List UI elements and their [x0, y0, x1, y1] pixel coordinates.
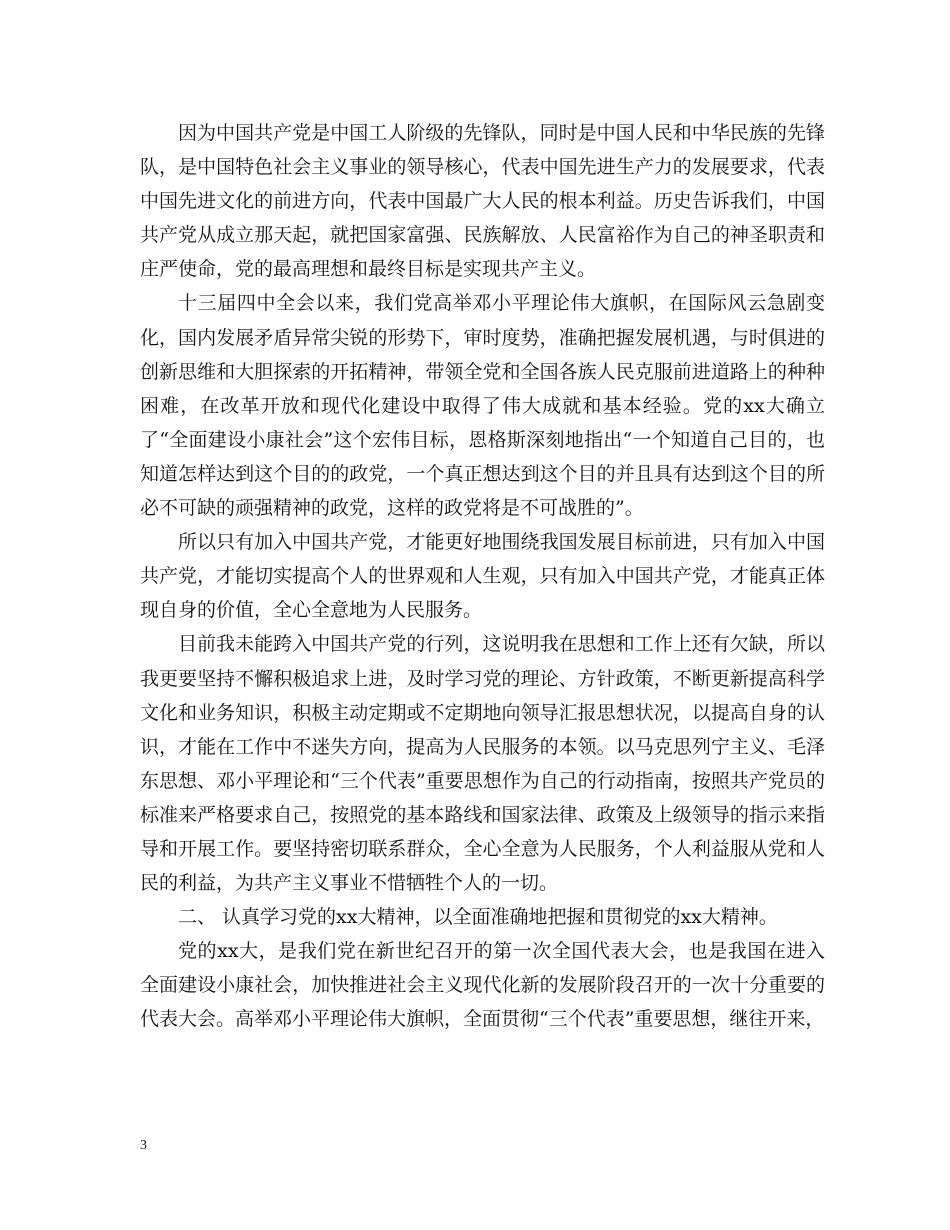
paragraph-self-improvement: 目前我未能跨入中国共产党的行列，这说明我在思想和工作上还有欠缺，所以我更要坚持不懈积极追求上进，及时学习党的理论、方针政策，不断更新提高科学文化和业务知识，积极主动定期或不定期地向领导汇报思想状况，以提高自身的认识，才能在工作中不迷失方向，提高为人民服务的本领。以马克思列宁主义、毛泽东思想、邓小平理论和“三个代表”重要思想作为自己的行动指南，按照共产党员的标准来严格要求自己，按照党的基本路线和国家法律、政策及上级领导的指示来指导和开展工作。要坚持密切联系群众，全心全意为人民服务，个人利益服从党和人民的利益，为共产主义事业不惜牺牲个人的一切。: [140, 633, 825, 895]
paragraph-congress: 党的xx大，是我们党在新世纪召开的第一次全国代表大会，也是我国在进入全面建设小康社会，加快推进社会主义现代化新的发展阶段召开的一次十分重要的代表大会。高举邓小平理论伟大旗帜，全面贯彻“三个代表”重要思想，继往开来，: [140, 940, 825, 1031]
section-heading-two: 二、 认真学习党的xx大精神，以全面准确地把握和贯彻党的xx大精神。: [178, 906, 778, 929]
paragraph-plenum: 十三届四中全会以来，我们党高举邓小平理论伟大旗帜，在国际风云急剧变化，国内发展矛盾异常尖锐的形势下，审时度势，准确把握发展机遇，与时俱进的创新思维和大胆探索的开拓精神，带领全党和全国各族人民克服前进道路上的种种困难，在改革开放和现代化建设中取得了伟大成就和基本经验。党的xx大确立了“全面建设小康社会”这个宏伟目标，恩格斯深刻地指出“一个知道自己目的，也知道怎样达到这个目的的政党，一个真正想达到这个目的并且具有达到这个目的所必不可缺的顽强精神的政党，这样的政党将是不可战胜的”。: [140, 292, 825, 520]
document-body: [140, 116, 825, 1037]
paragraph-join-party: 所以只有加入中国共产党，才能更好地围绕我国发展目标前进，只有加入中国共产党，才能切实提高个人的世界观和人生观，只有加入中国共产党，才能真正体现自身的价值，全心全意地为人民服务。: [140, 531, 825, 622]
paragraph-vanguard: 因为中国共产党是中国工人阶级的先锋队，同时是中国人民和中华民族的先锋队，是中国特色社会主义事业的领导核心，代表中国先进生产力的发展要求，代表中国先进文化的前进方向，代表中国最广大人民的根本利益。历史告诉我们，中国共产党从成立那天起，就把国家富强、民族解放、人民富裕作为自己的神圣职责和庄严使命，党的最高理想和最终目标是实现共产主义。: [140, 122, 825, 281]
page-number: 3: [140, 1138, 147, 1153]
